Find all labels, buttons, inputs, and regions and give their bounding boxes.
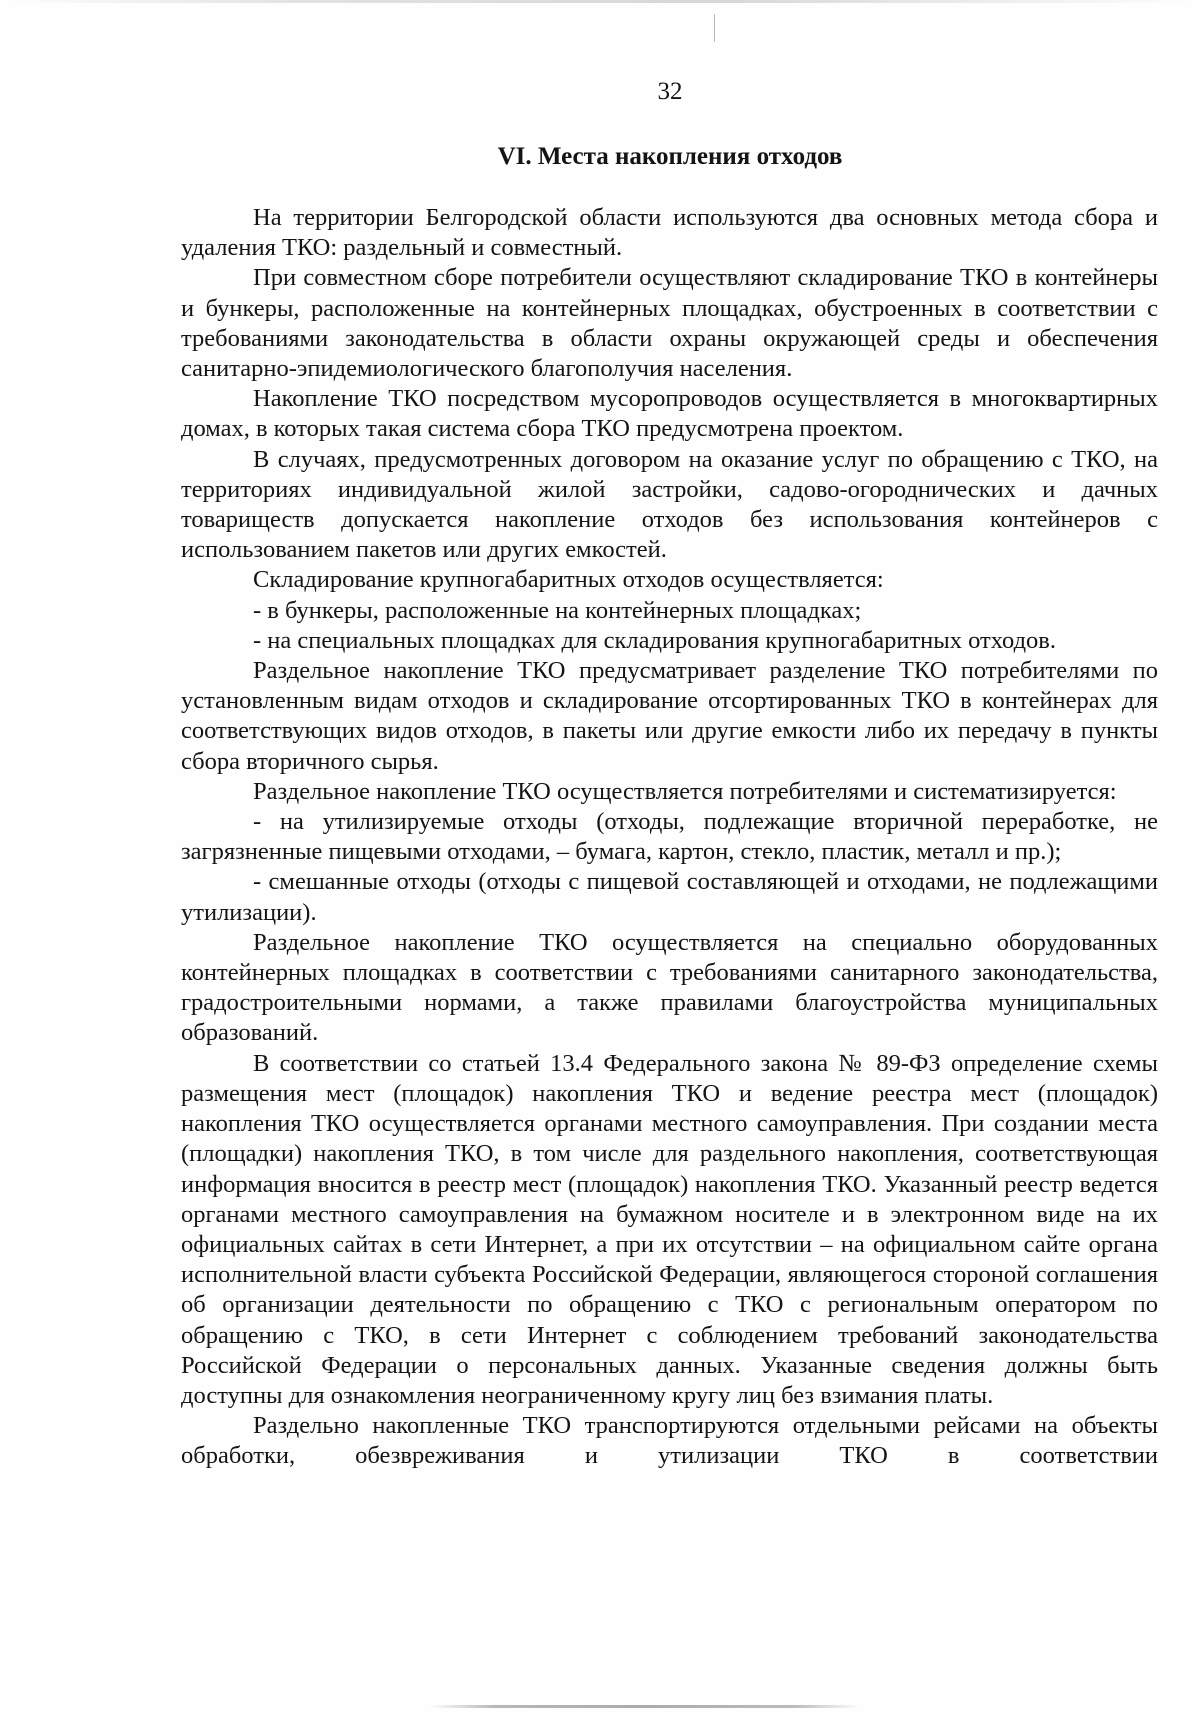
paragraph: Раздельное накопление ТКО предусматривает разделение ТКО потребителями по установленным видам отходов и складирование отсортированных ТКО в контейнерах для соответствующих видов отходов, в пакеты или другие емкости либо их передачу в пункты сбора вторичного сырья.	[181, 657, 1158, 775]
paragraph: При совместном сборе потребители осуществляют складирование ТКО в контейнеры и бункеры, расположенные на контейнерных площадках, обустроенных в соответствии с требованиями законодательства в области охраны окружающей среды и обеспечения санитарно-эпидемиологического благополучия населения.	[181, 264, 1158, 383]
document-body	[181, 203, 1158, 1472]
page-number: 32	[657, 78, 683, 105]
scan-mark	[714, 14, 715, 42]
paragraph: В соответствии со статьей 13.4 Федерального закона № 89-ФЗ определение схемы размещения мест (площадок) накопления ТКО и ведение реестра мест (площадок) накопления ТКО осуществляется органами местного самоуправления. При создании места (площадки) накопления ТКО, в том числе для раздельного накопления, соответствующая информация вносится в реестр мест (площадок) накопления ТКО. Указанный реестр ведется органами местного самоуправления на бумажном носителе и в электронном виде на их официальных сайтах в сети Интернет, а при их отсутствии – на официальном сайте органа исполнительной власти субъекта Российской Федерации, являющегося стороной соглашения об организации деятельности по обращению с ТКО с региональным оператором по обращению с ТКО, в сети Интернет с соблюдением требований законодательства Российской Федерации о персональных данных. Указанные сведения должны быть доступны для ознакомления неограниченному кругу лиц без взимания платы.	[181, 1049, 1158, 1409]
paragraph: Раздельное накопление ТКО осуществляется потребителями и систематизируется:	[253, 777, 1117, 805]
scan-edge-top	[0, 0, 1200, 3]
list-item: - на утилизируемые отходы (отходы, подлежащие вторичной переработке, не загрязненные пищевыми отходами, – бумага, картон, стекло, пластик, металл и пр.);	[181, 808, 1158, 866]
paragraph: Раздельно накопленные ТКО транспортируются отдельными рейсами на объекты обработки, обезвреживания и утилизации ТКО в соответствии	[181, 1412, 1158, 1470]
list-item: - смешанные отходы (отходы с пищевой составляющей и отходами, не подлежащими утилизации).	[181, 868, 1158, 926]
scan-edge-bottom	[430, 1705, 860, 1708]
paragraph: Накопление ТКО посредством мусоропроводов осуществляется в многоквартирных домах, в которых такая система сбора ТКО предусмотрена проектом.	[181, 385, 1158, 443]
paragraph: В случаях, предусмотренных договором на оказание услуг по обращению с ТКО, на территориях индивидуальной жилой застройки, садово-огороднических и дачных товариществ допускается накопление отходов без использования контейнеров с использованием пакетов или других емкостей.	[181, 445, 1158, 564]
paragraph: На территории Белгородской области используются два основных метода сбора и удаления ТКО: раздельный и совместный.	[181, 204, 1158, 262]
list-item: - в бункеры, расположенные на контейнерных площадках;	[253, 596, 862, 624]
list-item: - на специальных площадках для складирования крупногабаритных отходов.	[253, 626, 1056, 654]
paragraph: Раздельное накопление ТКО осуществляется на специально оборудованных контейнерных площадках в соответствии с требованиями санитарного законодательства, градостроительными нормами, а также правилами благоустройства муниципальных образований.	[181, 928, 1158, 1047]
paragraph: Складирование крупногабаритных отходов осуществляется:	[253, 566, 884, 594]
section-heading: VI. Места накопления отходов	[497, 143, 843, 170]
